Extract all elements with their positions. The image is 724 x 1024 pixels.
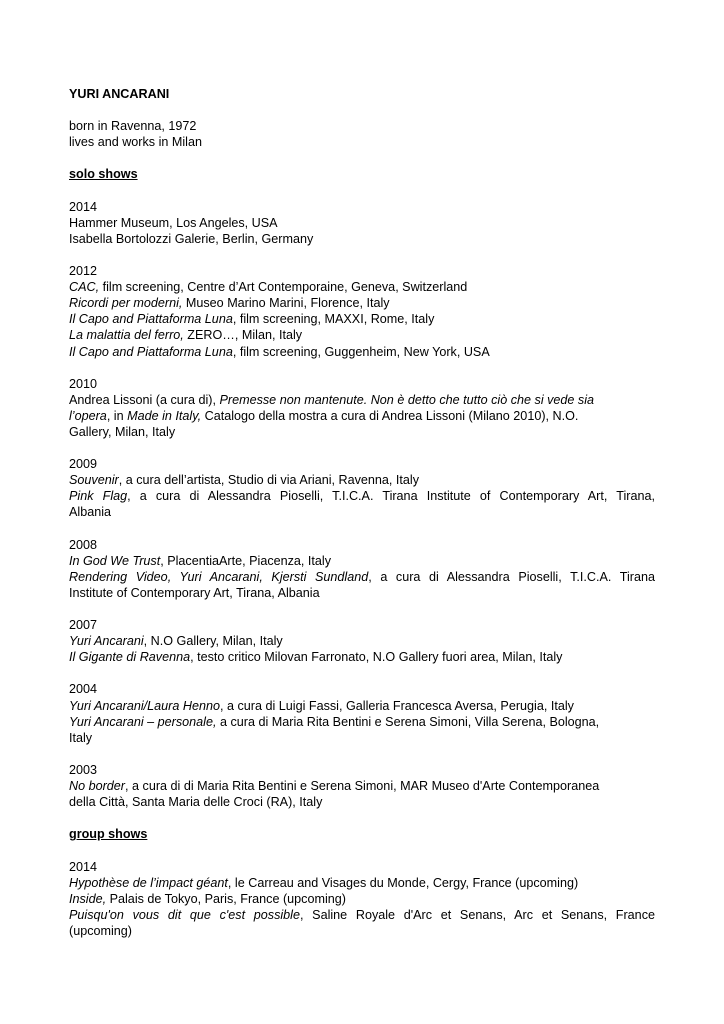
entry-title: Made in Italy, xyxy=(127,408,202,423)
entry-title: Yuri Ancarani xyxy=(69,634,144,649)
entry-line xyxy=(69,408,655,424)
entry-line xyxy=(69,891,655,907)
entry-line xyxy=(69,327,655,343)
entry-title: Inside, xyxy=(69,891,107,906)
entry-detail: , le Carreau and Visages du Monde, Cergy, France (upcoming) xyxy=(227,875,579,890)
entry-title: Souvenir xyxy=(69,473,119,488)
entry-line xyxy=(69,569,655,585)
entry-detail: , a cura di Alessandra Pioselli, T.I.C.A. Tirana xyxy=(368,569,655,584)
entry-line xyxy=(69,488,655,504)
entry-line xyxy=(69,714,655,730)
entry-detail: , film screening, Guggenheim, New York, USA xyxy=(232,344,490,359)
entry-line xyxy=(69,472,655,488)
entry-line xyxy=(69,392,655,408)
entry-title: Puisqu'on vous dit que c'est possible xyxy=(69,907,300,922)
year-2010: 2010 xyxy=(69,376,98,391)
entry-line xyxy=(69,279,655,295)
year-2004: 2004 xyxy=(69,682,98,697)
entry-line: Albania xyxy=(69,505,112,520)
entry-line: Isabella Bortolozzi Galerie, Berlin, Germany xyxy=(69,231,314,246)
group-shows-heading: group shows xyxy=(69,827,148,842)
entry-line: (upcoming) xyxy=(69,923,132,938)
entry-title: Ricordi per moderni, xyxy=(69,296,183,311)
entry-line: Institute of Contemporary Art, Tirana, Albania xyxy=(69,585,320,600)
entry-detail: , testo critico Milovan Farronato, N.O Gallery fuori area, Milan, Italy xyxy=(190,650,563,665)
entry-line xyxy=(69,649,655,665)
entry-line xyxy=(69,311,655,327)
year-2003: 2003 xyxy=(69,762,98,777)
entry-title: Premesse non mantenute. Non è detto che tutto ciò che si vede sia xyxy=(219,392,595,407)
entry-detail: , film screening, MAXXI, Rome, Italy xyxy=(232,312,435,327)
entry-title: Rendering Video, Yuri Ancarani, Kjersti Sundland xyxy=(69,569,369,584)
year-2008: 2008 xyxy=(69,537,98,552)
entry-detail: a cura di Maria Rita Bentini e Serena Simoni, Villa Serena, Bologna, xyxy=(216,714,600,729)
entry-detail: , a cura di di Maria Rita Bentini e Serena Simoni, MAR Museo d'Arte Contemporanea xyxy=(125,779,600,794)
entry-title: Il Capo and Piattaforma Luna xyxy=(69,344,233,359)
entry-line xyxy=(69,778,655,794)
entry-detail: , a cura di Alessandra Pioselli, T.I.C.A. Tirana Institute of Contemporary Art, Tirana, xyxy=(127,489,655,504)
artist-name: YURI ANCARANI xyxy=(69,87,170,101)
entry-line xyxy=(69,698,655,714)
entry-title: Yuri Ancarani/Laura Henno xyxy=(69,698,220,713)
entry-detail: , N.O Gallery, Milan, Italy xyxy=(143,634,283,649)
entry-line: Gallery, Milan, Italy xyxy=(69,424,176,439)
entry-title: Yuri Ancarani – personale, xyxy=(69,714,217,729)
entry-detail: ZERO…, Milan, Italy xyxy=(183,328,303,343)
entry-title: Il Gigante di Ravenna xyxy=(69,650,191,665)
entry-detail: Palais de Tokyo, Paris, France (upcoming) xyxy=(106,891,346,906)
year-2014-solo: 2014 xyxy=(69,199,98,214)
entry-title: l’opera xyxy=(69,408,107,423)
entry-detail: Andrea Lissoni (a cura di), xyxy=(69,392,220,407)
year-2014-group: 2014 xyxy=(69,859,98,874)
entry-line: Hammer Museum, Los Angeles, USA xyxy=(69,215,278,230)
year-2009: 2009 xyxy=(69,457,98,472)
entry-detail: , a cura di Luigi Fassi, Galleria Francesca Aversa, Perugia, Italy xyxy=(219,698,574,713)
entry-line xyxy=(69,875,655,891)
entry-detail: , PlacentiaArte, Piacenza, Italy xyxy=(160,553,332,568)
year-2007: 2007 xyxy=(69,618,98,633)
entry-title: Il Capo and Piattaforma Luna xyxy=(69,312,233,327)
entry-detail: Museo Marino Marini, Florence, Italy xyxy=(182,296,390,311)
solo-shows-heading: solo shows xyxy=(69,167,138,182)
entry-detail: film screening, Centre d’Art Contemporaine, Geneva, Switzerland xyxy=(99,280,468,295)
entry-line: Italy xyxy=(69,730,93,745)
entry-detail: , Saline Royale d'Arc et Senans, Arc et Senans, France xyxy=(299,907,655,922)
entry-line xyxy=(69,907,655,923)
entry-line xyxy=(69,633,655,649)
entry-title: In God We Trust xyxy=(69,553,161,568)
entry-line xyxy=(69,295,655,311)
year-2012: 2012 xyxy=(69,264,98,279)
entry-title: La malattia del ferro, xyxy=(69,328,184,343)
entry-detail: , a cura dell’artista, Studio di via Ariani, Ravenna, Italy xyxy=(118,473,420,488)
bio-residence: lives and works in Milan xyxy=(69,135,202,150)
cv-document xyxy=(69,86,655,939)
bio-birth: born in Ravenna, 1972 xyxy=(69,119,197,134)
entry-title: Hypothèse de l’impact géant xyxy=(69,875,228,890)
entry-title: CAC, xyxy=(69,280,100,295)
entry-line: della Città, Santa Maria delle Croci (RA), Italy xyxy=(69,795,323,810)
entry-title: Pink Flag xyxy=(69,489,128,504)
entry-line xyxy=(69,553,655,569)
entry-line xyxy=(69,344,655,360)
entry-detail: Catalogo della mostra a cura di Andrea Lissoni (Milano 2010), N.O. xyxy=(201,408,579,423)
entry-title: No border xyxy=(69,779,126,794)
entry-detail: , in xyxy=(106,408,128,423)
